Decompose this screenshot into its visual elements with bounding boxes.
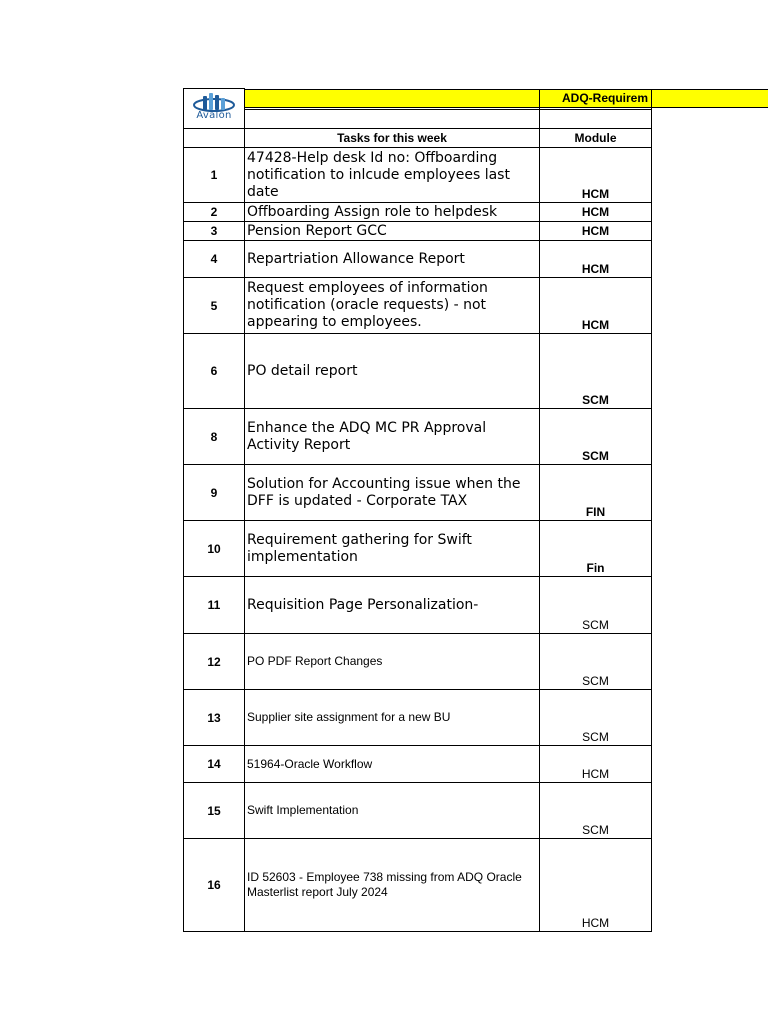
row-number: 5 (184, 278, 245, 334)
task-cell: Pension Report GCC (245, 222, 540, 241)
module-cell: HCM (540, 222, 652, 241)
table-row (184, 634, 652, 690)
row-number: 8 (184, 409, 245, 465)
module-cell: SCM (540, 690, 652, 746)
row-number: 3 (184, 222, 245, 241)
table-row (184, 203, 652, 222)
task-cell: Solution for Accounting issue when the DFF is updated - Corporate TAX (245, 465, 540, 521)
row-number: 16 (184, 839, 245, 932)
table-row (184, 839, 652, 932)
row-number: 13 (184, 690, 245, 746)
table-row (184, 521, 652, 577)
task-cell: Supplier site assignment for a new BU (245, 690, 540, 746)
column-header-task: Tasks for this week (245, 129, 540, 148)
row-number: 9 (184, 465, 245, 521)
module-cell: HCM (540, 148, 652, 203)
row-number: 4 (184, 241, 245, 278)
blank-cell (245, 110, 540, 129)
blank-cell (245, 89, 540, 110)
module-cell: SCM (540, 783, 652, 839)
task-cell: Swift Implementation (245, 783, 540, 839)
logo-cell (184, 89, 245, 129)
blank-cell (540, 110, 652, 129)
task-table (183, 88, 652, 932)
blank-cell (184, 129, 245, 148)
module-cell: HCM (540, 203, 652, 222)
task-cell: 51964-Oracle Workflow (245, 746, 540, 783)
blank-cell (540, 89, 652, 110)
module-cell: HCM (540, 278, 652, 334)
module-cell: SCM (540, 334, 652, 409)
task-cell: Requisition Page Personalization- (245, 577, 540, 634)
row-number: 6 (184, 334, 245, 409)
row-number: 15 (184, 783, 245, 839)
module-cell: SCM (540, 409, 652, 465)
table-row (184, 690, 652, 746)
table-row (184, 746, 652, 783)
table-row (184, 465, 652, 521)
row-number: 10 (184, 521, 245, 577)
table-row (184, 783, 652, 839)
module-cell: Fin (540, 521, 652, 577)
row-number: 11 (184, 577, 245, 634)
task-cell: Request employees of information notification (oracle requests) - not appearing to employees. (245, 278, 540, 334)
row-number: 14 (184, 746, 245, 783)
row-number: 12 (184, 634, 245, 690)
module-cell: SCM (540, 577, 652, 634)
column-header-module: Module (540, 129, 652, 148)
header-row (184, 129, 652, 148)
task-cell: Requirement gathering for Swift implementation (245, 521, 540, 577)
task-cell: PO detail report (245, 334, 540, 409)
task-cell: Repartriation Allowance Report (245, 241, 540, 278)
module-cell: FIN (540, 465, 652, 521)
module-cell: HCM (540, 241, 652, 278)
module-cell: HCM (540, 746, 652, 783)
spacer-row (184, 110, 652, 129)
logo-row (184, 89, 652, 110)
module-cell: HCM (540, 839, 652, 932)
avalon-logo (186, 89, 242, 123)
logo-text: Avalon (196, 110, 232, 121)
row-number: 1 (184, 148, 245, 203)
task-cell: ID 52603 - Employee 738 missing from ADQ Oracle Masterlist report July 2024 (245, 839, 540, 932)
table-row (184, 577, 652, 634)
table-row (184, 409, 652, 465)
row-number: 2 (184, 203, 245, 222)
sheet-title: ADQ-Requirem (562, 91, 649, 105)
table-row (184, 222, 652, 241)
table-row (184, 278, 652, 334)
table-row (184, 148, 652, 203)
task-cell: Enhance the ADQ MC PR Approval Activity Report (245, 409, 540, 465)
table-row (184, 241, 652, 278)
module-cell: SCM (540, 634, 652, 690)
table-row (184, 334, 652, 409)
task-cell: 47428-Help desk Id no: Offboarding notification to inlcude employees last date (245, 148, 540, 203)
task-cell: PO PDF Report Changes (245, 634, 540, 690)
task-cell: Offboarding Assign role to helpdesk (245, 203, 540, 222)
